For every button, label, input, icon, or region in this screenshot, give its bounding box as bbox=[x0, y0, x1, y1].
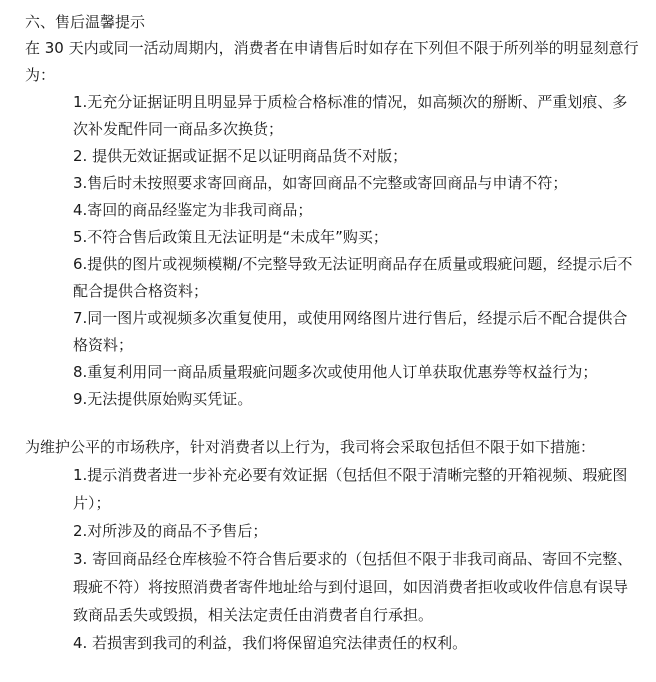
behaviors-intro: 在 30 天内或同一活动周期内，消费者在申请售后时如存在下列但不限于所列举的明显刻意行为： bbox=[25, 39, 639, 84]
list-item: 1.无充分证据证明且明显异于质检合格标准的情况，如高频次的掰断、严重划痕、多次补发配件同一商品多次换货； bbox=[73, 93, 628, 138]
behaviors-list bbox=[25, 89, 640, 413]
section-title: 六、售后温馨提示 bbox=[25, 13, 146, 31]
list-item: 2. 提供无效证据或证据不足以证明商品货不对版； bbox=[73, 147, 408, 165]
list-item: 9.无法提供原始购买凭证。 bbox=[73, 390, 253, 408]
list-item: 2.对所涉及的商品不予售后； bbox=[73, 522, 268, 540]
list-item: 6.提供的图片或视频模糊/不完整导致无法证明商品存在质量或瑕疵问题，经提示后不配合提供合格资料； bbox=[73, 255, 633, 300]
spacer bbox=[25, 413, 640, 434]
measures-list bbox=[25, 461, 640, 657]
list-item: 4.寄回的商品经鉴定为非我司商品； bbox=[73, 201, 313, 219]
list-item: 4. 若损害到我司的利益，我们将保留追究法律责任的权利。 bbox=[73, 634, 468, 652]
list-item: 3.售后时未按照要求寄回商品，如寄回商品不完整或寄回商品与申请不符； bbox=[73, 174, 568, 192]
list-item: 7.同一图片或视频多次重复使用，或使用网络图片进行售后，经提示后不配合提供合格资料； bbox=[73, 309, 628, 354]
list-item: 5.不符合售后政策且无法证明是“未成年”购买； bbox=[73, 228, 388, 246]
list-item: 1.提示消费者进一步补充必要有效证据（包括但不限于清晰完整的开箱视频、瑕疵图片）； bbox=[73, 466, 628, 512]
list-item: 8.重复利用同一商品质量瑕疵问题多次或使用他人订单获取优惠券等权益行为； bbox=[73, 363, 598, 381]
measures-intro: 为维护公平的市场秩序，针对消费者以上行为，我司将会采取包括但不限于如下措施： bbox=[25, 438, 596, 456]
list-item: 3. 寄回商品经仓库核验不符合售后要求的（包括但不限于非我司商品、寄回不完整、瑕疵不符）将按照消费者寄件地址给与到付退回，如因消费者拒收或收件信息有误导致商品丢失或毁损，相关法定责任由消费者自行承担。 bbox=[73, 550, 633, 624]
